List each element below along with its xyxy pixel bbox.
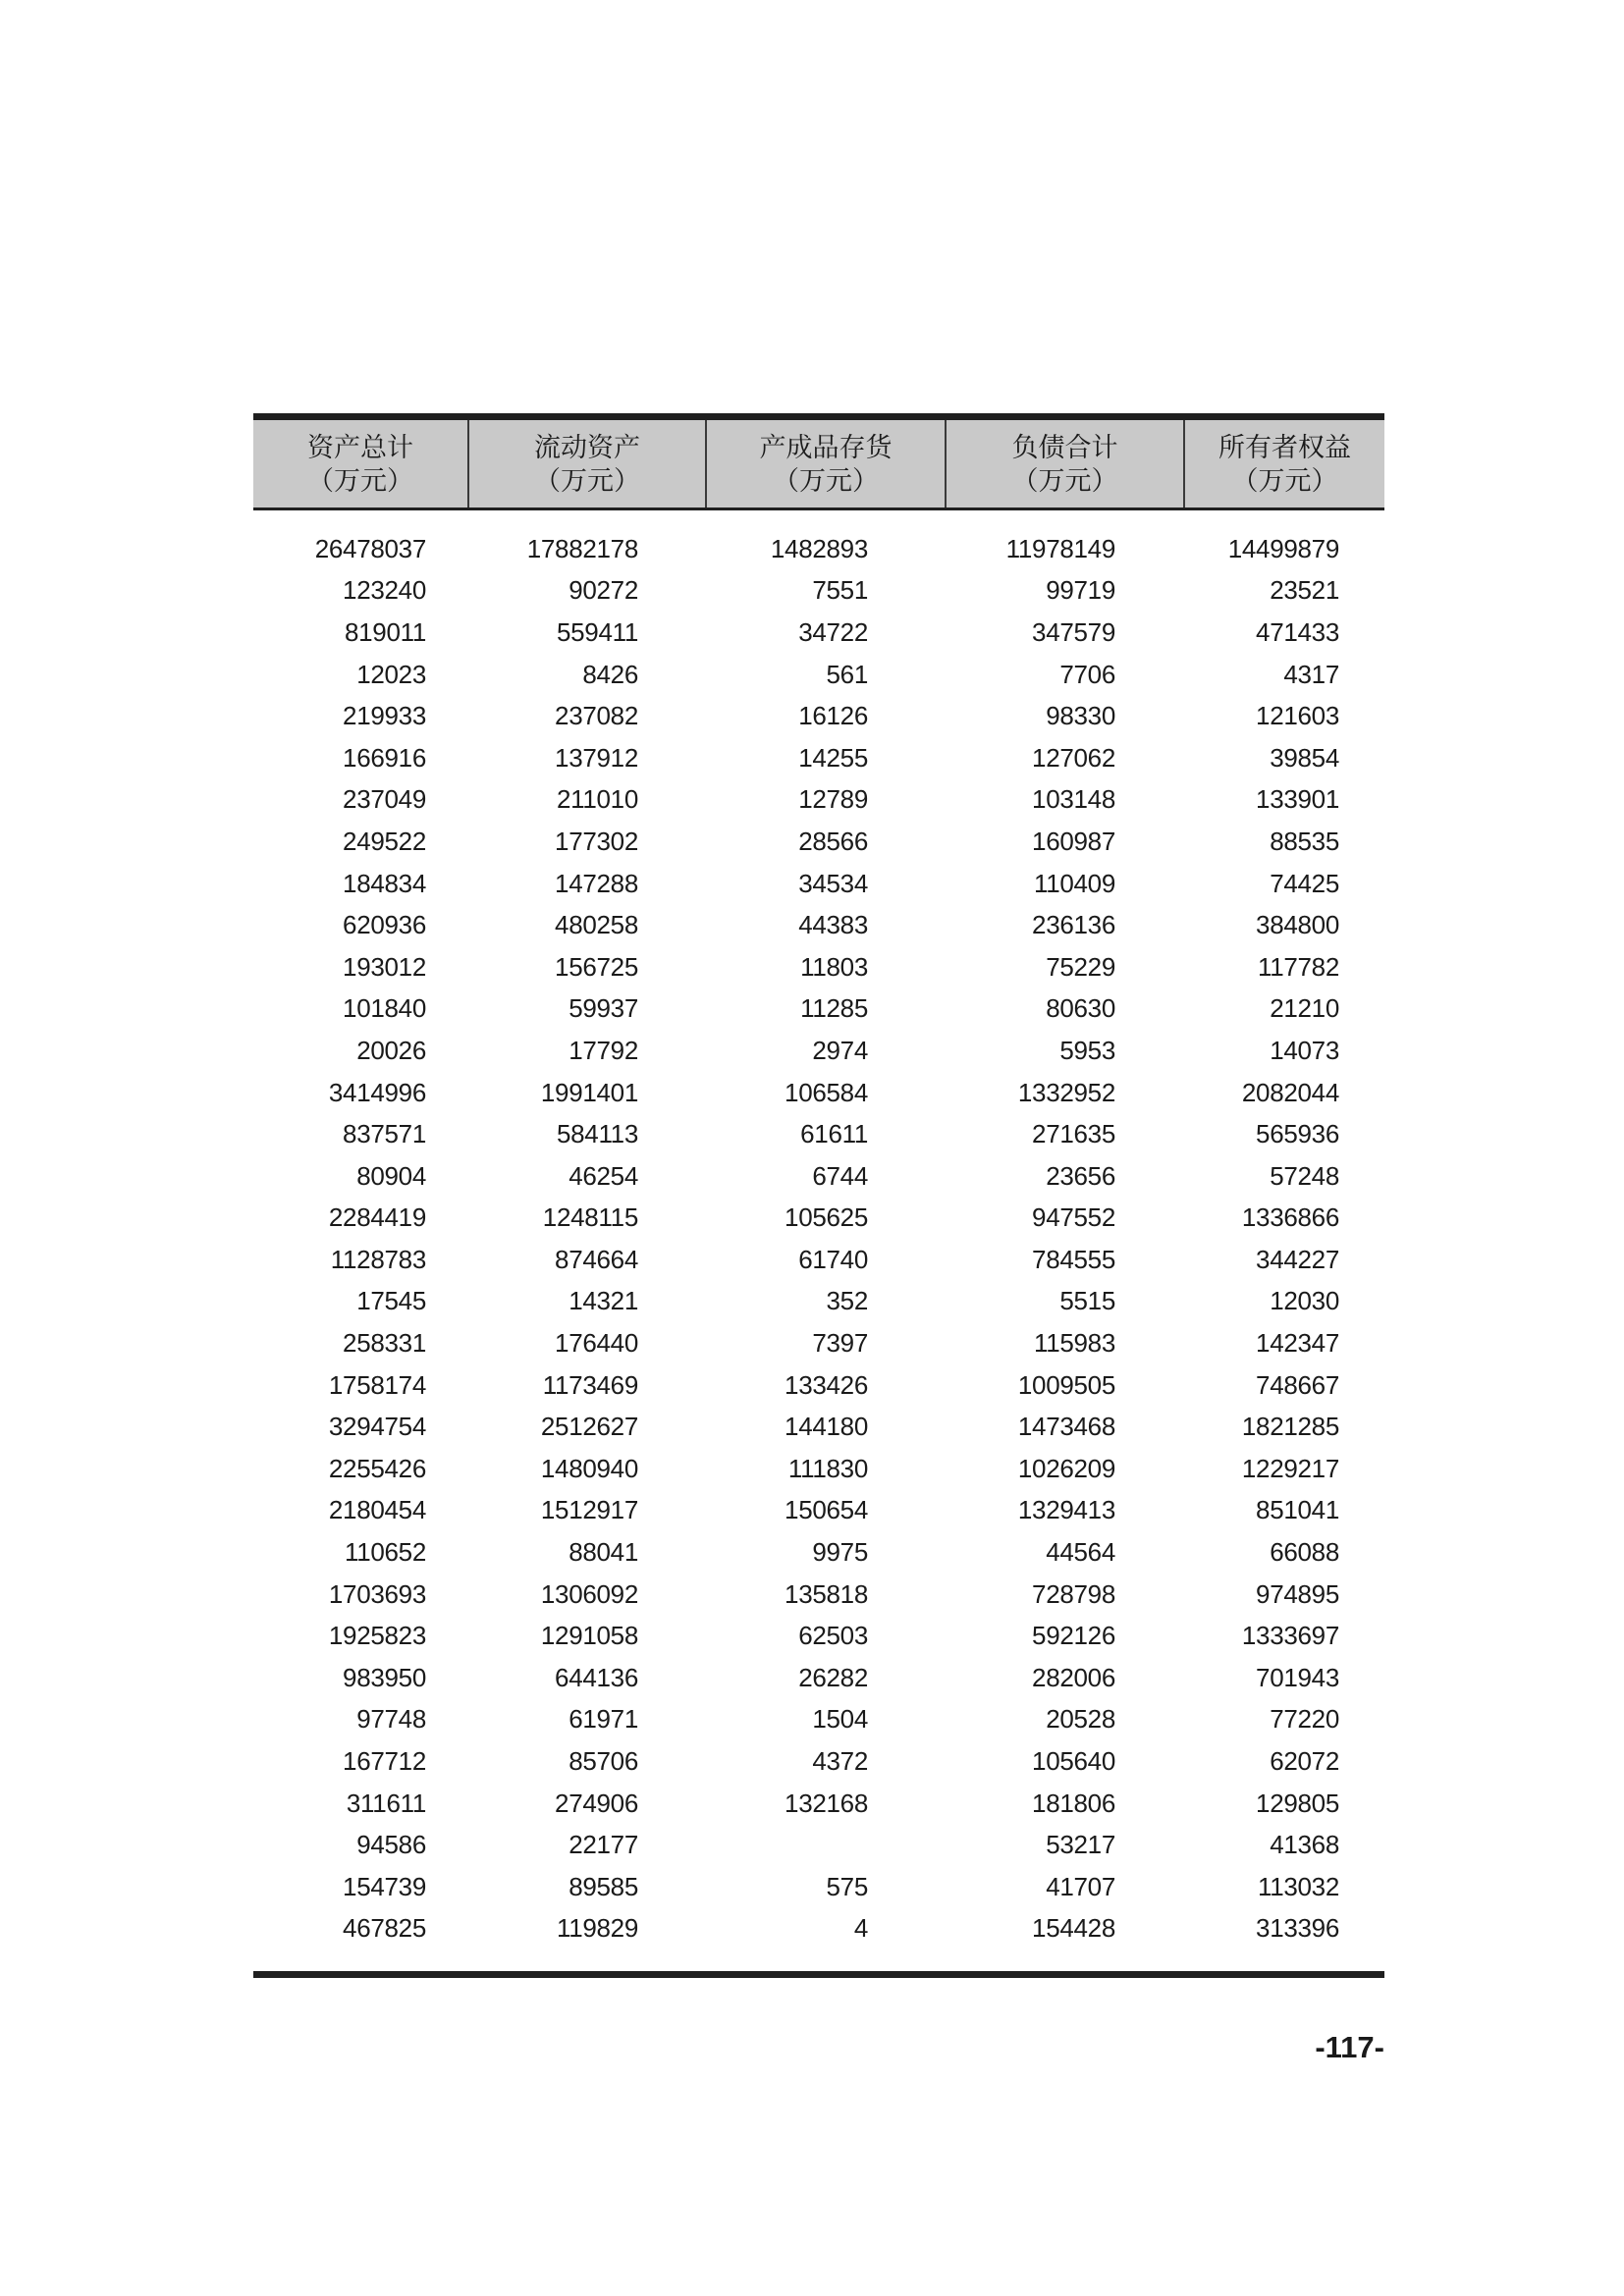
table-cell: 44383 [798, 910, 868, 940]
header-label: 所有者权益 [1218, 432, 1351, 463]
table-cell: 471433 [1256, 616, 1339, 647]
table-cell: 98330 [1046, 701, 1115, 731]
header-total-assets [253, 420, 469, 507]
table-cell: 1128783 [330, 1244, 426, 1274]
table-cell: 1991401 [540, 1077, 638, 1107]
table-row [253, 946, 1384, 988]
table-cell: 7397 [812, 1328, 868, 1359]
table-row [253, 1322, 1384, 1364]
table-cell: 274906 [555, 1788, 638, 1818]
table-row [253, 904, 1384, 946]
table-cell: 258331 [343, 1328, 426, 1359]
table-body [253, 510, 1384, 1971]
table-row [253, 1490, 1384, 1532]
table-row [253, 1531, 1384, 1574]
table-cell: 851041 [1256, 1495, 1339, 1525]
table-cell: 1480940 [540, 1453, 638, 1483]
table-row [253, 1783, 1384, 1825]
table-row [253, 695, 1384, 737]
table-row [253, 1866, 1384, 1908]
table-row [253, 1198, 1384, 1240]
table-cell: 352 [826, 1286, 868, 1316]
table-cell: 105640 [1032, 1746, 1115, 1777]
table-cell: 62072 [1270, 1746, 1339, 1777]
table-row [253, 1824, 1384, 1866]
table-cell: 4 [853, 1913, 868, 1944]
table-cell: 282006 [1032, 1662, 1115, 1692]
table-cell: 6744 [812, 1160, 868, 1191]
table-cell: 1248115 [542, 1202, 638, 1233]
table-cell: 313396 [1256, 1913, 1339, 1944]
table-cell: 97748 [356, 1704, 426, 1735]
table-cell: 565936 [1256, 1119, 1339, 1149]
header-finished-goods [707, 420, 947, 507]
table-cell: 28566 [798, 826, 868, 856]
table-row [253, 1657, 1384, 1699]
table-cell: 144180 [785, 1412, 868, 1442]
table-cell: 17882178 [526, 533, 638, 563]
table-cell: 4372 [812, 1746, 868, 1777]
table-cell: 77220 [1270, 1704, 1339, 1735]
table-cell: 147288 [555, 868, 638, 898]
table-cell: 12789 [798, 784, 868, 815]
table-cell: 117782 [1257, 951, 1339, 982]
table-cell: 85706 [568, 1746, 638, 1777]
table-row [253, 821, 1384, 863]
table-cell: 110652 [344, 1537, 426, 1568]
table-cell: 14073 [1270, 1035, 1339, 1065]
table-cell: 1473468 [1017, 1412, 1115, 1442]
table-cell: 20026 [356, 1035, 426, 1065]
table-cell: 88535 [1270, 826, 1339, 856]
table-cell: 41707 [1046, 1871, 1115, 1901]
table-cell: 1482893 [770, 533, 868, 563]
data-table [253, 413, 1384, 1978]
table-cell: 133426 [785, 1369, 868, 1400]
table-cell: 344227 [1256, 1244, 1339, 1274]
table-cell: 2284419 [328, 1202, 426, 1233]
table-cell: 184834 [343, 868, 426, 898]
table-row [253, 1239, 1384, 1281]
table-cell: 249522 [343, 826, 426, 856]
table-cell: 123240 [343, 575, 426, 606]
table-cell: 115983 [1033, 1328, 1115, 1359]
table-cell: 74425 [1270, 868, 1339, 898]
table-cell: 154739 [343, 1871, 426, 1901]
table-cell: 11803 [800, 951, 868, 982]
table-cell: 1512917 [540, 1495, 638, 1525]
table-cell: 2974 [812, 1035, 868, 1065]
page-number: -117- [1315, 2030, 1384, 2064]
table-cell: 26478037 [314, 533, 426, 563]
table-cell: 584113 [556, 1119, 638, 1149]
table-cell: 156725 [555, 951, 638, 982]
table-cell: 88041 [568, 1537, 638, 1568]
header-label: 资产总计 [307, 432, 413, 463]
table-row [253, 1406, 1384, 1448]
table-cell: 23521 [1270, 575, 1339, 606]
table-cell: 166916 [343, 742, 426, 773]
header-unit: （万元） [534, 465, 640, 497]
table-cell: 1229217 [1241, 1453, 1339, 1483]
table-cell: 154428 [1032, 1913, 1115, 1944]
table-cell: 44564 [1046, 1537, 1115, 1568]
header-unit: （万元） [1231, 465, 1338, 497]
table-cell: 61740 [798, 1244, 868, 1274]
header-unit: （万元） [1011, 465, 1118, 497]
table-cell: 701943 [1256, 1662, 1339, 1692]
table-cell: 14255 [798, 742, 868, 773]
table-cell: 61971 [568, 1704, 638, 1735]
table-row [253, 1072, 1384, 1114]
table-cell: 26282 [798, 1662, 868, 1692]
table-cell: 121603 [1256, 701, 1339, 731]
table-cell: 237049 [343, 784, 426, 815]
table-cell: 53217 [1046, 1830, 1115, 1860]
table-row [253, 1448, 1384, 1490]
table-cell: 7551 [812, 575, 868, 606]
table-cell: 34534 [798, 868, 868, 898]
table-cell: 39854 [1270, 742, 1339, 773]
table-cell: 90272 [568, 575, 638, 606]
table-cell: 467825 [343, 1913, 426, 1944]
table-cell: 7706 [1059, 659, 1115, 689]
table-cell: 1026209 [1017, 1453, 1115, 1483]
table-row [253, 1699, 1384, 1741]
table-cell: 561 [826, 659, 868, 689]
table-cell: 837571 [343, 1119, 426, 1149]
table-cell: 167712 [343, 1746, 426, 1777]
table-cell: 2180454 [328, 1495, 426, 1525]
table-cell: 23656 [1046, 1160, 1115, 1191]
table-row [253, 863, 1384, 905]
table-cell: 94586 [356, 1830, 426, 1860]
table-cell: 193012 [343, 951, 426, 982]
table-cell: 62503 [798, 1621, 868, 1651]
table-row [253, 1155, 1384, 1198]
table-cell: 1821285 [1241, 1412, 1339, 1442]
table-cell: 160987 [1032, 826, 1115, 856]
table-cell: 59937 [568, 993, 638, 1024]
header-owners-equity [1185, 420, 1384, 507]
table-cell: 237082 [555, 701, 638, 731]
table-cell: 480258 [555, 910, 638, 940]
table-cell: 106584 [785, 1077, 868, 1107]
table-cell: 5515 [1059, 1286, 1115, 1316]
table-row [253, 737, 1384, 779]
table-top-rule [253, 413, 1384, 420]
table-cell: 8426 [582, 659, 638, 689]
table-cell: 119829 [556, 1913, 638, 1944]
table-cell: 1504 [812, 1704, 868, 1735]
table-cell: 384800 [1256, 910, 1339, 940]
table-cell: 34722 [798, 616, 868, 647]
table-cell: 17545 [356, 1286, 426, 1316]
table-cell: 46254 [568, 1160, 638, 1191]
table-cell: 974895 [1256, 1578, 1339, 1609]
table-cell: 66088 [1270, 1537, 1339, 1568]
table-row [253, 1908, 1384, 1950]
table-cell: 1009505 [1017, 1369, 1115, 1400]
table-cell: 1173469 [542, 1369, 638, 1400]
table-cell: 16126 [798, 701, 868, 731]
table-cell: 784555 [1032, 1244, 1115, 1274]
table-cell: 129805 [1256, 1788, 1339, 1818]
table-row [253, 570, 1384, 613]
table-cell: 9975 [812, 1537, 868, 1568]
table-cell: 12030 [1270, 1286, 1339, 1316]
table-cell: 111830 [787, 1453, 868, 1483]
table-row [253, 1113, 1384, 1155]
table-cell: 1333697 [1241, 1621, 1339, 1651]
table-row [253, 1615, 1384, 1657]
header-label: 产成品存货 [759, 432, 893, 463]
table-cell: 176440 [555, 1328, 638, 1359]
table-cell: 983950 [343, 1662, 426, 1692]
table-cell: 1703693 [328, 1578, 426, 1609]
table-row [253, 1364, 1384, 1407]
table-cell: 99719 [1046, 575, 1115, 606]
table-cell: 142347 [1256, 1328, 1339, 1359]
table-cell: 219933 [343, 701, 426, 731]
table-cell: 80904 [356, 1160, 426, 1191]
table-cell: 135818 [785, 1578, 868, 1609]
table-cell: 150654 [785, 1495, 868, 1525]
header-label: 流动资产 [534, 432, 640, 463]
table-cell: 236136 [1032, 910, 1115, 940]
table-cell: 1336866 [1241, 1202, 1339, 1233]
table-cell: 3414996 [328, 1077, 426, 1107]
header-unit: （万元） [773, 465, 879, 497]
table-row [253, 654, 1384, 696]
table-cell: 592126 [1032, 1621, 1115, 1651]
table-row [253, 779, 1384, 822]
table-cell: 3294754 [328, 1412, 426, 1442]
table-cell: 1332952 [1017, 1077, 1115, 1107]
table-cell: 12023 [356, 659, 426, 689]
table-cell: 105625 [785, 1202, 868, 1233]
table-cell: 644136 [555, 1662, 638, 1692]
table-row [253, 1281, 1384, 1323]
table-cell: 4317 [1283, 659, 1339, 689]
table-cell: 874664 [555, 1244, 638, 1274]
table-row [253, 1030, 1384, 1072]
table-row [253, 528, 1384, 570]
table-cell: 22177 [568, 1830, 638, 1860]
table-cell: 75229 [1046, 951, 1115, 982]
table-cell: 11285 [800, 993, 868, 1024]
table-cell: 21210 [1270, 993, 1339, 1024]
table-cell: 137912 [555, 742, 638, 773]
table-cell: 1291058 [540, 1621, 638, 1651]
table-cell: 748667 [1256, 1369, 1339, 1400]
table-cell: 311611 [346, 1788, 426, 1818]
table-cell: 132168 [785, 1788, 868, 1818]
table-cell: 17792 [568, 1035, 638, 1065]
table-row [253, 988, 1384, 1031]
table-header [253, 420, 1384, 510]
table-cell: 41368 [1270, 1830, 1339, 1860]
table-cell: 2082044 [1241, 1077, 1339, 1107]
table-cell: 101840 [343, 993, 426, 1024]
table-cell: 575 [826, 1871, 868, 1901]
table-bottom-rule [253, 1971, 1384, 1978]
table-cell: 728798 [1032, 1578, 1115, 1609]
table-row [253, 1574, 1384, 1616]
table-cell: 947552 [1032, 1202, 1115, 1233]
table-cell: 20528 [1046, 1704, 1115, 1735]
table-cell: 271635 [1032, 1119, 1115, 1149]
table-cell: 127062 [1032, 742, 1115, 773]
table-cell: 1758174 [328, 1369, 426, 1400]
table-cell: 177302 [555, 826, 638, 856]
table-cell: 80630 [1046, 993, 1115, 1024]
table-cell: 11978149 [1005, 533, 1115, 563]
table-cell: 61611 [800, 1119, 868, 1149]
table-cell: 89585 [568, 1871, 638, 1901]
table-cell: 2512627 [540, 1412, 638, 1442]
table-cell: 14321 [568, 1286, 638, 1316]
table-cell: 620936 [343, 910, 426, 940]
table-cell: 819011 [344, 616, 426, 647]
table-cell: 559411 [556, 616, 638, 647]
table-cell: 5953 [1059, 1035, 1115, 1065]
header-label: 负债合计 [1011, 432, 1118, 463]
table-cell: 211010 [556, 784, 638, 815]
table-cell: 1306092 [540, 1578, 638, 1609]
table-cell: 181806 [1032, 1788, 1115, 1818]
header-current-assets [469, 420, 707, 507]
table-cell: 110409 [1033, 868, 1115, 898]
table-cell: 103148 [1032, 784, 1115, 815]
table-cell: 113032 [1257, 1871, 1339, 1901]
table-cell: 1925823 [328, 1621, 426, 1651]
table-cell: 57248 [1270, 1160, 1339, 1191]
table-cell: 2255426 [328, 1453, 426, 1483]
table-cell: 133901 [1256, 784, 1339, 815]
table-cell: 1329413 [1017, 1495, 1115, 1525]
table-row [253, 612, 1384, 654]
header-total-liabilities [947, 420, 1185, 507]
header-unit: （万元） [307, 465, 413, 497]
table-cell: 14499879 [1227, 533, 1339, 563]
table-cell: 347579 [1032, 616, 1115, 647]
table-row [253, 1740, 1384, 1783]
